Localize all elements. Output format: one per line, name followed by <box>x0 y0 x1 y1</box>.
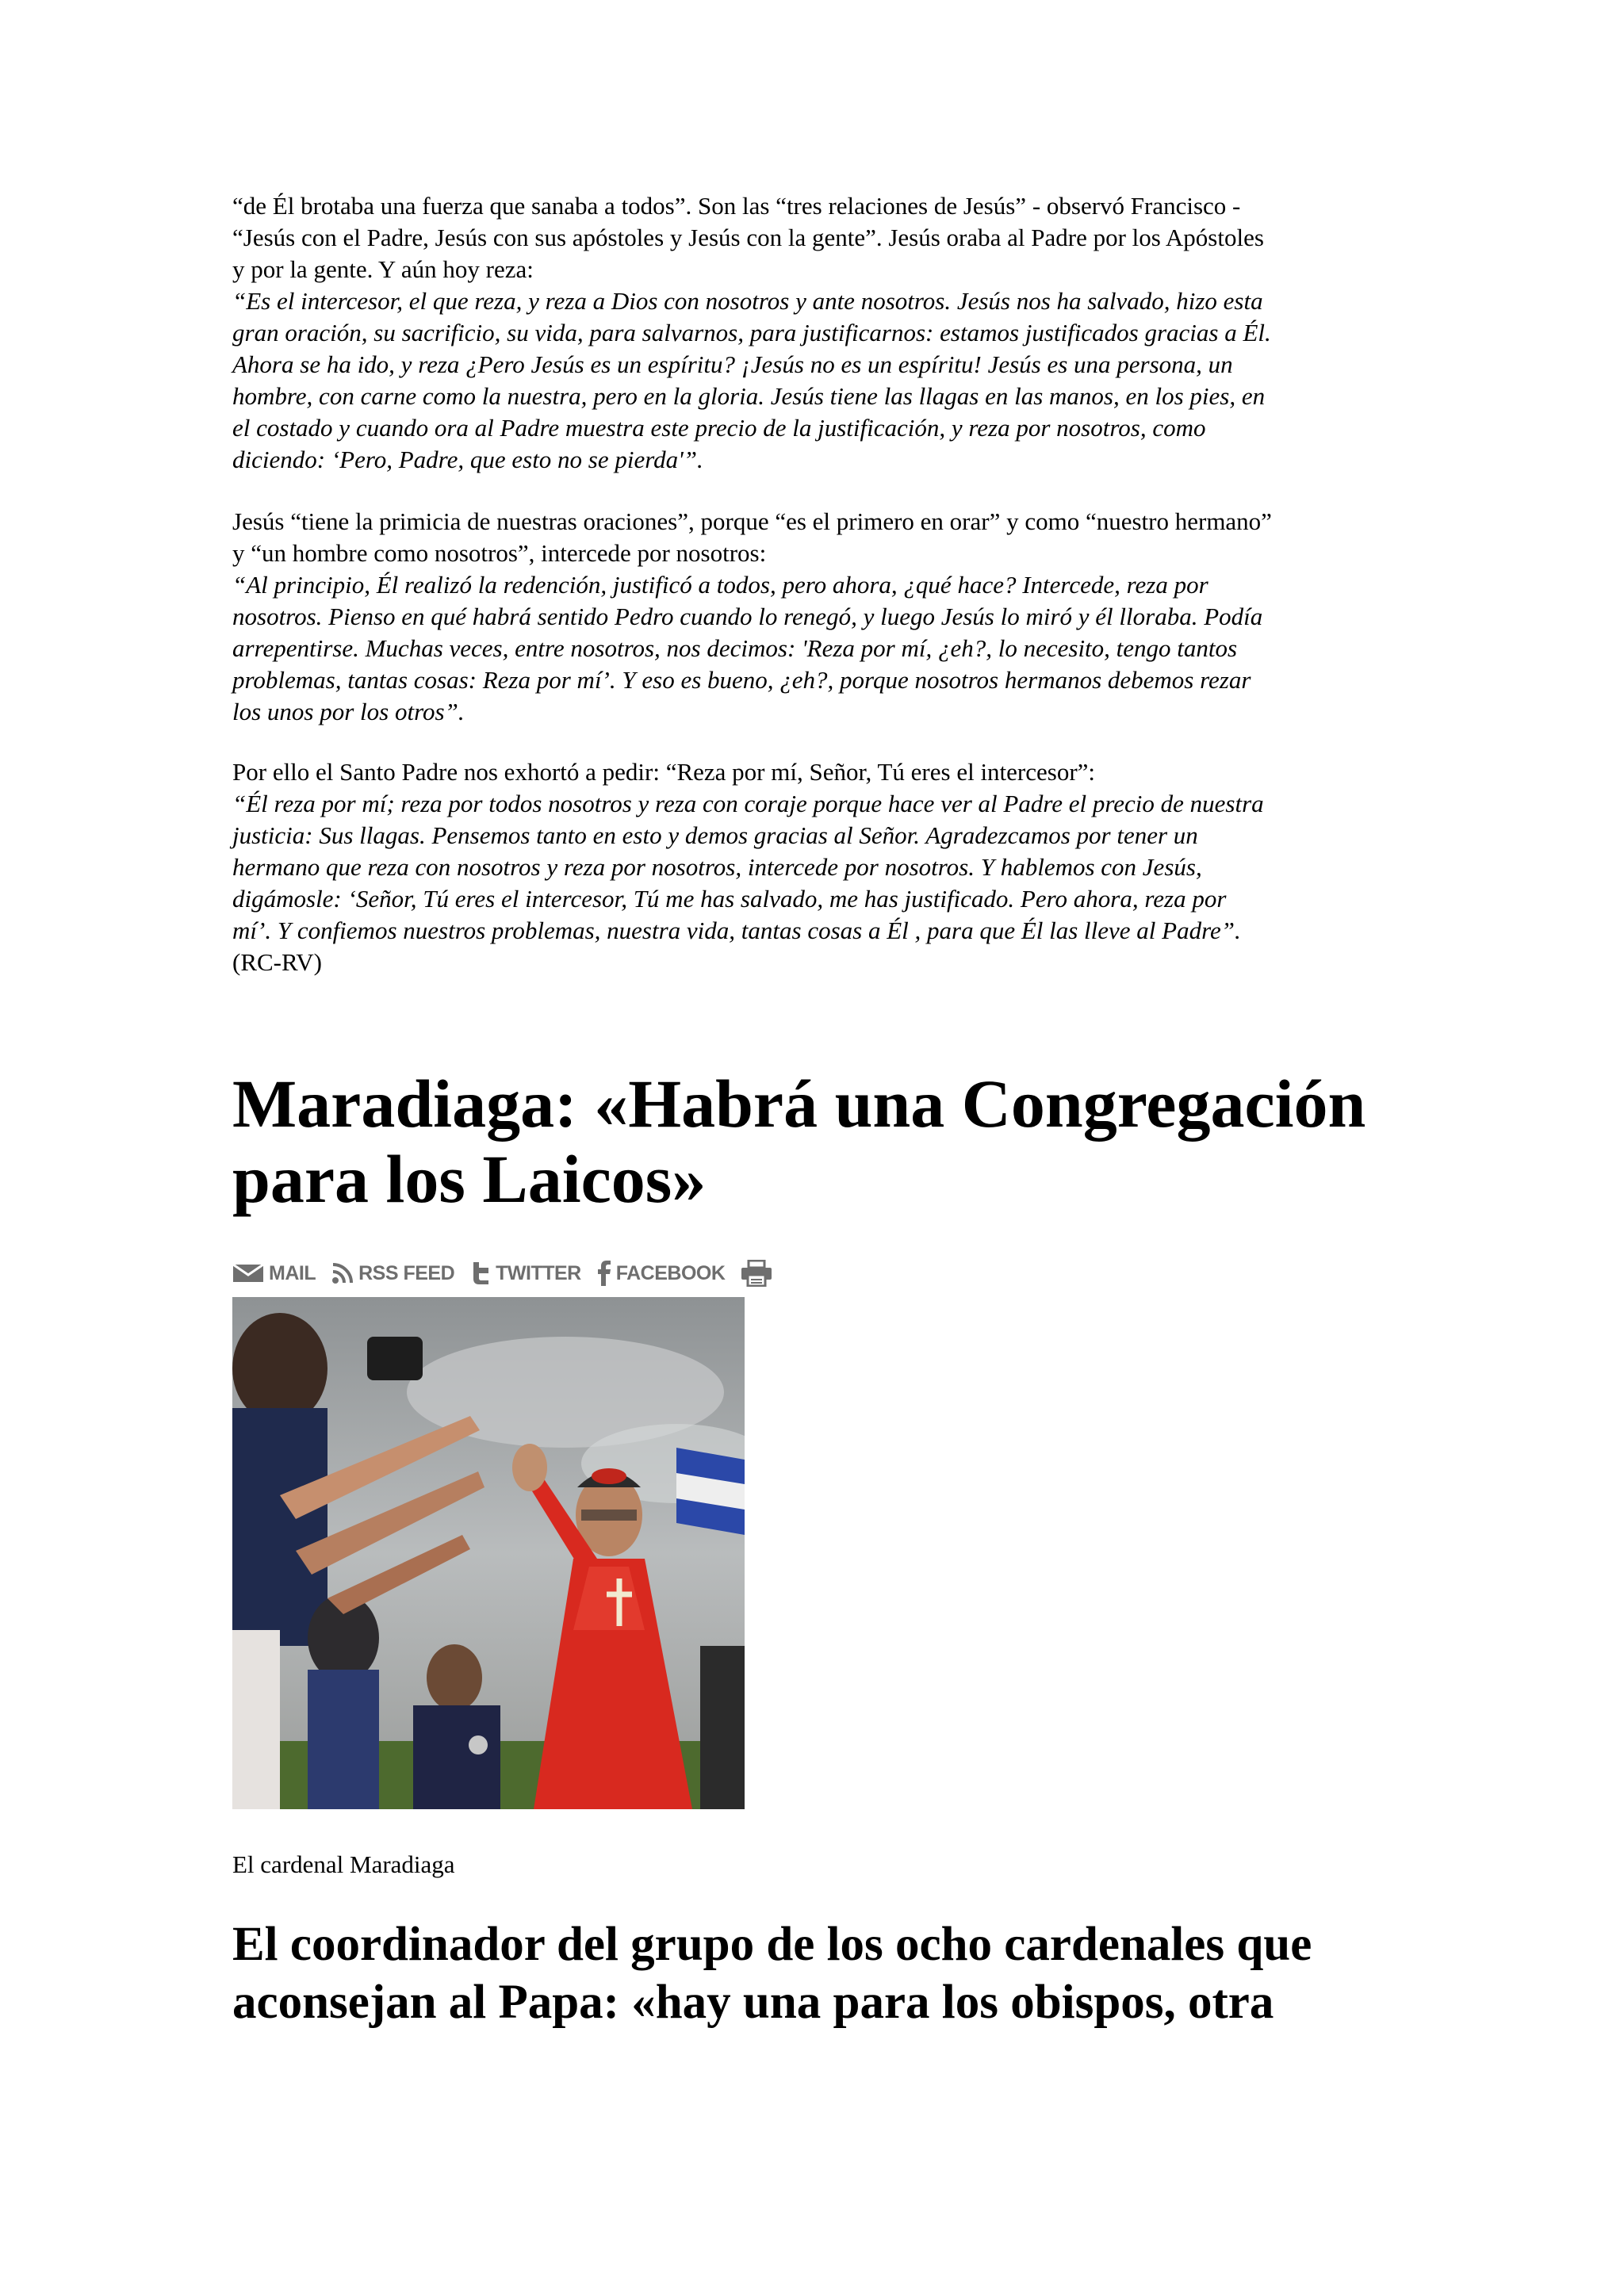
share-facebook-button[interactable] <box>597 1261 726 1286</box>
twitter-icon <box>470 1261 491 1285</box>
facebook-icon <box>597 1261 611 1286</box>
share-mail-label: MAIL <box>269 1261 316 1284</box>
share-rss-button[interactable] <box>331 1262 454 1285</box>
share-bar <box>232 1259 772 1288</box>
rss-icon <box>331 1262 354 1284</box>
print-button[interactable] <box>741 1260 772 1287</box>
photo-caption: El cardenal Maradiaga <box>232 1850 455 1878</box>
paragraph-quote: “Al principio, Él realizó la redención, justificó a todos, pero ahora, ¿qué hace? Intercede, reza por nosotros. Pienso en qué habrá sentido Pedro cuando lo renegó, y luego Jesús lo miró y él lloraba. Podía arrepentirse. Muchas veces, entre nosotros, nos decimos: 'Reza por mí, ¿eh?, lo necesito, tengo tantos problemas, tantas cosas: Reza por mí’. Y eso es bueno, ¿eh?, porque nosotros hermanos debemos rezar los unos por los otros”. <box>232 571 1263 725</box>
share-facebook-label: FACEBOOK <box>615 1261 726 1284</box>
article-title: Maradiaga: «Habrá una Congregación para los Laicos» <box>232 1066 1366 1217</box>
paragraph-quote: “Es el intercesor, el que reza, y reza a Dios con nosotros y ante nosotros. Jesús nos ha salvado, hizo esta gran oración, su sacrificio, su vida, para salvarnos, para justificarnos: estamos justificados gracias a Él. Ahora se ha ido, y reza ¿Pero Jesús es un espíritu? ¡Jesús no es un espíritu! Jesús es una persona, un hombre, con carne como la nuestra, pero en la gloria. Jesús tiene las llagas en las manos, en los pies, en el costado y cuando ora al Padre muestra este precio de la justificación, y reza por nosotros, como diciendo: ‘Pero, Padre, que esto no se pierda'”. <box>232 287 1271 473</box>
share-twitter-label: TWITTER <box>496 1261 581 1284</box>
share-rss-label: RSS FEED <box>358 1261 455 1284</box>
paragraph-intro: Por ello el Santo Padre nos exhortó a pedir: “Reza por mí, Señor, Tú eres el intercesor”: <box>232 758 1096 786</box>
paragraph-block-3 <box>232 756 1394 978</box>
paragraph-quote: “Él reza por mí; reza por todos nosotros y reza con coraje porque hace ver al Padre el precio de nuestra justicia: Sus llagas. Pensemos tanto en esto y demos gracias al Señor. Agradezcamos por tener un hermano que reza con nosotros y reza por nosotros, intercede por nosotros. Y hablemos con Jesús, digámosle: ‘Señor, Tú eres el intercesor, Tú me has salvado, me has justificado. Pero ahora, reza por mí’. Y confiemos nuestros problemas, nuestra vida, tantas cosas a Él , para que Él las lleve al Padre”. <box>232 790 1264 944</box>
paragraph-intro: “de Él brotaba una fuerza que sanaba a todos”. Son las “tres relaciones de Jesús” - observó Francisco - “Jesús con el Padre, Jesús con sus apóstoles y Jesús con la gente”. Jesús oraba al Padre por los Apóstoles y por la gente. Y aún hoy reza: <box>232 192 1264 283</box>
article-subtitle: El coordinador del grupo de los ocho cardenales que aconsejan al Papa: «hay una para los obispos, otra <box>232 1918 1312 2029</box>
share-twitter-button[interactable] <box>470 1261 581 1285</box>
paragraph-block-1 <box>232 190 1394 476</box>
print-icon <box>741 1260 772 1287</box>
article-photo <box>232 1297 745 1809</box>
source-credit: (RC-RV) <box>232 948 322 976</box>
mail-icon <box>232 1263 264 1284</box>
share-mail-button[interactable] <box>232 1262 316 1285</box>
paragraph-block-2 <box>232 506 1394 728</box>
paragraph-intro: Jesús “tiene la primicia de nuestras oraciones”, porque “es el primero en orar” y como “nuestro hermano” y “un hombre como nosotros”, intercede por nosotros: <box>232 507 1272 567</box>
